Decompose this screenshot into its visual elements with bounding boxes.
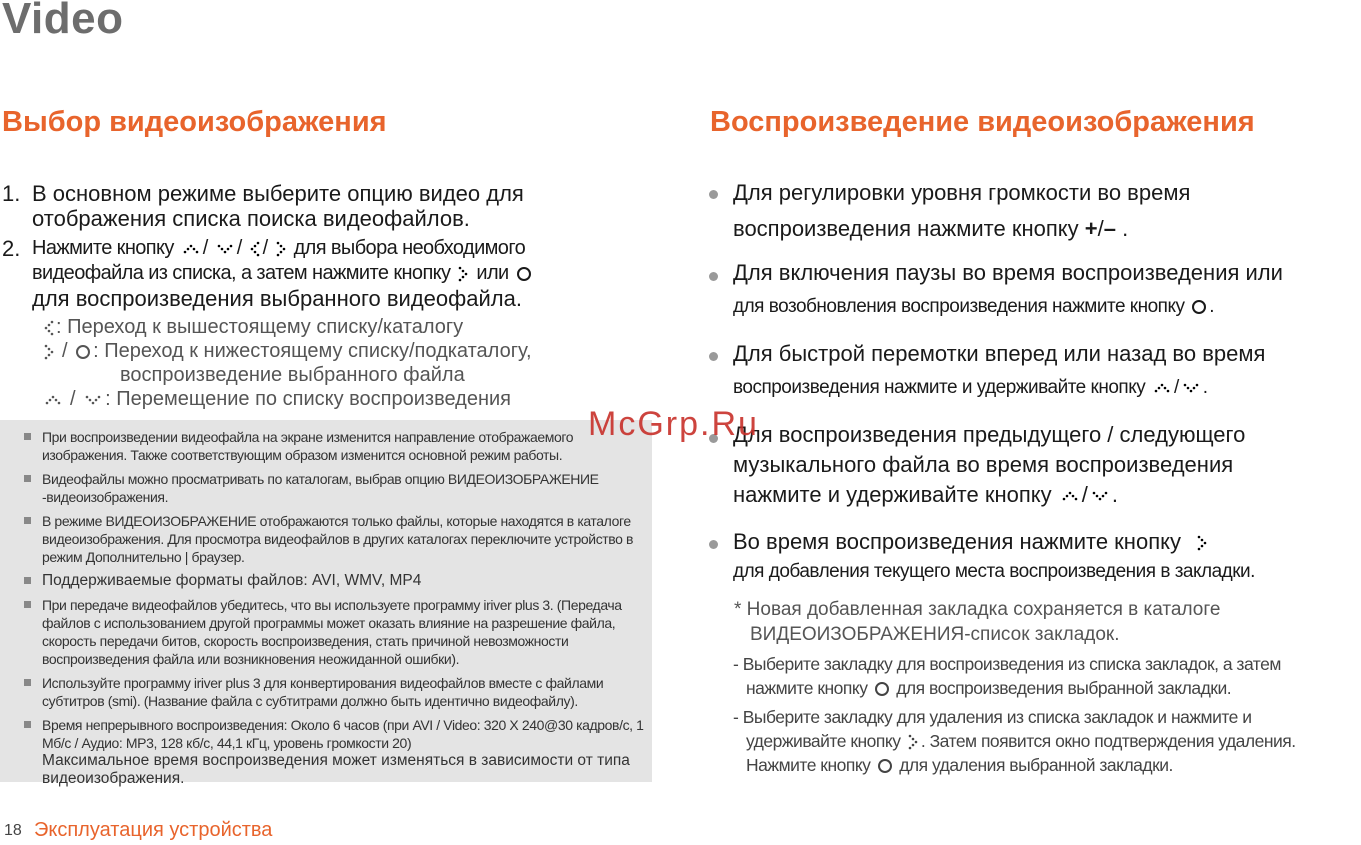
footer-section: Эксплуатация устройства	[34, 819, 273, 841]
note-text: Время непрерывного воспроизведения: Около 6 часов (при AVI / Video: 320 X 240@30 кадров/с, 1 Мб/с / Аудио: MP3, 128 кб/с, 44,1 кГц, уровень громкости 20)	[42, 717, 644, 751]
bullet-line: Для воспроизведения предыдущего / следующего	[733, 422, 1246, 447]
button-legend	[44, 315, 664, 411]
legend-text: : Переход к нижестоящему списку/подкаталогу,	[93, 340, 532, 362]
note-line: удерживайте кнопку	[746, 731, 901, 751]
watermark: McGrp.Ru	[588, 405, 759, 443]
legend-item-down	[44, 339, 664, 387]
bullet-dot	[709, 352, 718, 361]
bullet-line: нажмите и удерживайте кнопку	[733, 482, 1052, 507]
note-line: * Новая добавленная закладка сохраняется в каталоге	[734, 599, 1221, 620]
bullet-line: для добавления текущего места воспроизведения в закладки.	[733, 561, 1255, 582]
select-button-icon	[875, 682, 889, 696]
bullet-volume	[733, 178, 1358, 244]
separator: /	[70, 388, 76, 410]
separator: /	[262, 237, 268, 259]
legend-item-up	[44, 315, 664, 339]
plus-icon: +	[1084, 216, 1098, 241]
legend-text: : Переход к вышестоящему списку/каталогу	[56, 316, 464, 338]
select-button-icon	[878, 759, 892, 773]
select-button-icon	[1192, 300, 1206, 314]
bookmark-note	[734, 597, 1359, 647]
note-item: Видеофайлы можно просматривать по каталогам, выбрав опцию ВИДЕОИЗОБРАЖЕНИЕ -видеоизображения.	[24, 470, 646, 506]
bullet-end: .	[1122, 216, 1129, 241]
step-number: 2.	[2, 236, 21, 261]
page-title: Video	[2, 0, 124, 43]
step-2	[2, 236, 662, 311]
select-button-icon	[76, 345, 90, 359]
separator: /	[62, 340, 68, 362]
step-line: для воспроизведения выбранного видеофайла.	[32, 286, 522, 311]
down-arrow-icon	[1182, 383, 1200, 393]
up-arrow-icon	[182, 244, 200, 254]
note-item: При передаче видеофайлов убедитесь, что вы используете программу iriver plus 3. (Передача файлов с использованием другой программы может оказать влияние на разрешение файла, скорость передачи битов, скорость воспроизведения, стать причиной невозможности воспроизведения файла или возникновения неожиданной ошибки).	[24, 596, 646, 668]
bookmark-delete-note	[733, 705, 1361, 777]
down-arrow-icon	[1091, 491, 1109, 501]
down-arrow-icon	[84, 395, 102, 405]
bullet-line: Для включения паузы во время воспроизведения или	[733, 260, 1283, 285]
note-item: При воспроизведении видеофайла на экране изменится направление отображаемого изображения. Также соответствующим образом изменится основной режим работы.	[24, 428, 646, 464]
separator: /	[1174, 377, 1179, 398]
bullet-prev-next	[733, 420, 1361, 510]
separator: /	[1081, 482, 1088, 507]
bullet-pause	[733, 258, 1361, 322]
step-text: Нажмите кнопку	[32, 237, 174, 259]
note-item: Поддерживаемые форматы файлов: AVI, WMV, MP4	[24, 572, 646, 590]
bullet-dot	[709, 540, 718, 549]
note-text: Максимальное время воспроизведения может изменяться в зависимости от типа видеоизображения.	[42, 752, 630, 787]
bullet-line: музыкального файла во время воспроизведения	[733, 452, 1234, 477]
bullet-line: для возобновления воспроизведения нажмите кнопку	[733, 296, 1185, 317]
right-arrow-icon	[458, 266, 468, 282]
right-arrow-icon	[44, 344, 54, 360]
bullet-end: .	[1209, 296, 1215, 317]
step-line: В основном режиме выберите опцию видео для	[32, 181, 524, 206]
note-line: ВИДЕОИЗОБРАЖЕНИЯ-список закладок.	[750, 624, 1120, 645]
select-button-icon	[517, 267, 531, 281]
note-item	[24, 716, 646, 788]
bullet-line: воспроизведения нажмите кнопку	[733, 216, 1079, 241]
bullet-dot	[709, 272, 718, 281]
left-heading: Выбор видеоизображения	[2, 106, 387, 138]
minus-icon: –	[1103, 216, 1117, 241]
notes-list	[24, 428, 646, 794]
note-line: . Затем появится окно подтверждения удаления.	[920, 731, 1296, 751]
bullet-seek	[733, 339, 1361, 403]
bullet-bookmark	[733, 527, 1361, 587]
down-arrow-icon	[216, 244, 234, 254]
right-arrow-icon	[276, 241, 286, 257]
legend-text: воспроизведение выбранного файла	[120, 364, 465, 386]
step-text: для выбора необходимого	[293, 237, 526, 259]
up-arrow-icon	[44, 395, 62, 405]
left-arrow-icon	[250, 241, 260, 257]
up-arrow-icon	[1153, 383, 1171, 393]
bullet-end: .	[1111, 482, 1118, 507]
bullet-line: воспроизведения нажмите и удерживайте кнопку	[733, 377, 1146, 398]
bullet-line: Для быстрой перемотки вперед или назад во время	[733, 341, 1266, 366]
step-1	[2, 181, 662, 231]
note-line: для удаления выбранной закладки.	[899, 755, 1173, 775]
step-text: видеофайла из списка, а затем нажмите кнопку	[32, 262, 451, 284]
note-item: Используйте программу iriver plus 3 для конвертирования видеофайлов вместе с файлами субтитров (smi). (Название файла с субтитрами должно быть идентично видеофайлу).	[24, 674, 646, 710]
note-item: В режиме ВИДЕОИЗОБРАЖЕНИЕ отображаются только файлы, которые находятся в каталоге видеоизображения. Для просмотра видеофайлов в других каталогах переключите устройство в режим Дополнительно | браузер.	[24, 512, 646, 566]
bullet-end: .	[1202, 377, 1208, 398]
note-line: для воспроизведения выбранной закладки.	[896, 678, 1232, 698]
note-line: - Выберите закладку для воспроизведения из списка закладок, а затем	[733, 654, 1281, 674]
legend-item-move	[44, 387, 664, 411]
step-text: или	[476, 262, 509, 284]
up-arrow-icon	[1061, 491, 1079, 501]
separator: /	[236, 237, 242, 259]
step-line: отображения списка поиска видеофайлов.	[32, 206, 470, 231]
right-arrow-icon	[1197, 535, 1207, 551]
bullet-dot	[709, 190, 718, 199]
bookmark-play-note	[733, 652, 1361, 700]
left-arrow-icon	[44, 320, 54, 336]
page-number: 18	[4, 822, 22, 839]
step-number: 1.	[2, 181, 21, 206]
note-line: - Выберите закладку для удаления из списка закладок и нажмите и	[733, 707, 1252, 727]
bullet-line: Для регулировки уровня громкости во время	[733, 180, 1191, 205]
legend-text: : Перемещение по списку воспроизведения	[105, 388, 512, 410]
right-heading: Воспроизведение видеоизображения	[710, 106, 1255, 138]
note-line: Нажмите кнопку	[746, 755, 871, 775]
note-line: нажмите кнопку	[746, 678, 868, 698]
separator: /	[1097, 216, 1104, 241]
bullet-line: Во время воспроизведения нажмите кнопку	[733, 529, 1181, 554]
right-arrow-icon	[908, 734, 918, 750]
separator: /	[202, 237, 208, 259]
